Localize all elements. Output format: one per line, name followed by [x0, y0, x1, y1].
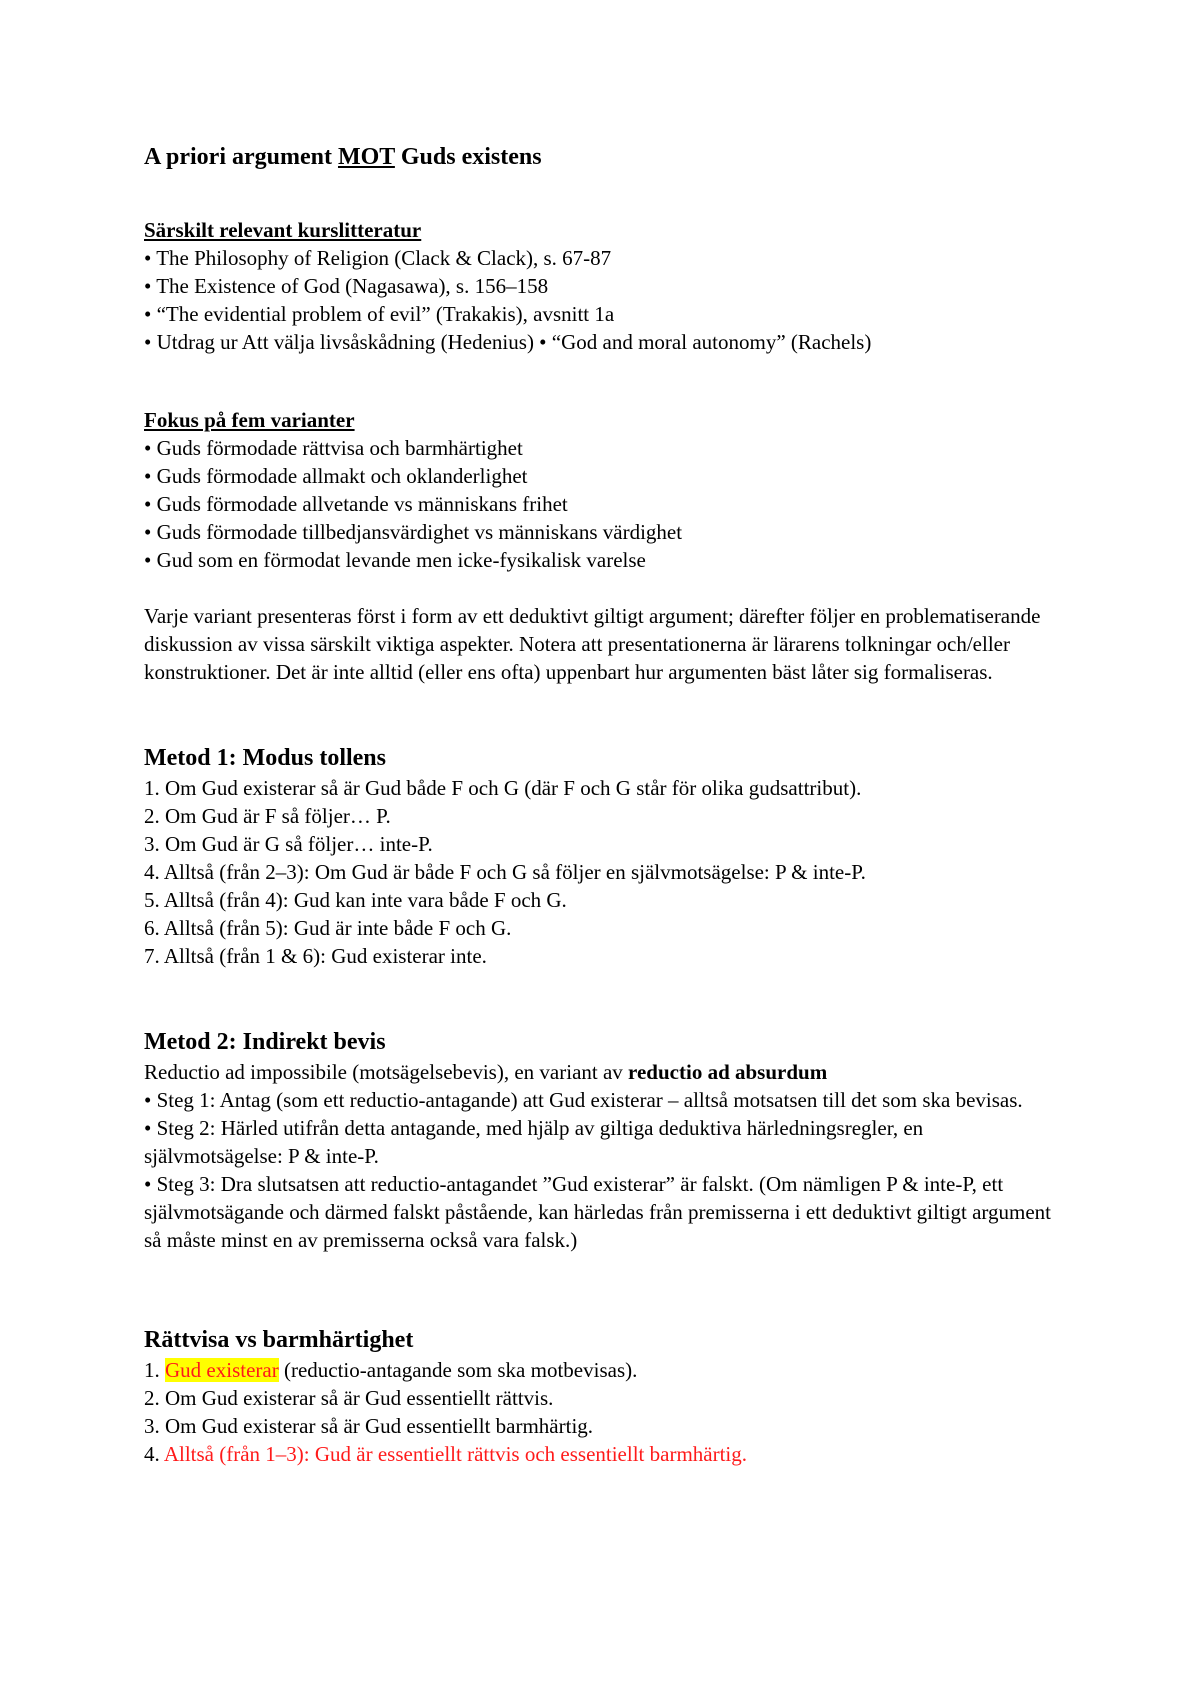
method2-heading: Metod 2: Indirekt bevis	[144, 1029, 386, 1055]
method2-intro: Reductio ad impossibile (motsägelsebevis), en variant av reductio ad absurdum	[144, 1060, 828, 1084]
method1-step: 4. Alltså (från 2–3): Om Gud är både F och G så följer en självmotsägelse: P & inte-P.	[144, 860, 866, 884]
literature-item: • Utdrag ur Att välja livsåskådning (Hedenius) • “God and moral autonomy” (Rachels)	[144, 330, 872, 354]
title-emphasis: MOT	[337, 144, 395, 170]
focus-item: • Gud som en förmodat levande men icke-fysikalisk varelse	[144, 548, 646, 572]
method1-step: 3. Om Gud är G så följer… inte-P.	[144, 832, 433, 856]
justice-step: 2. Om Gud existerar så är Gud essentiellt rättvis.	[144, 1386, 554, 1410]
focus-item: • Guds förmodade allmakt och oklanderlighet	[144, 464, 528, 488]
intro-paragraph: Varje variant presenteras först i form av ett deduktivt giltigt argument; därefter följer en problematiserande diskussion av vissa särskilt viktiga aspekter. Notera att presentationerna är lärarens tolkningar och/eller konstruktioner. Det är inte alltid (eller ens ofta) uppenbart hur argumenten bäst låter sig formaliseras.	[144, 604, 1041, 684]
literature-item: • “The evidential problem of evil” (Trakakis), avsnitt 1a	[144, 302, 615, 326]
document-title: A priori argument MOT Guds existens	[144, 144, 542, 170]
method2-step: • Steg 2: Härled utifrån detta antagande, med hjälp av giltiga deduktiva härledningsregler, en självmotsägelse: P & inte-P.	[144, 1116, 924, 1168]
method1-step: 1. Om Gud existerar så är Gud både F och G (där F och G står för olika gudsattribut).	[144, 776, 862, 800]
conclusion-text: Alltså (från 1–3): Gud är essentiellt rättvis och essentiellt barmhärtig.	[163, 1442, 748, 1466]
method2-step: • Steg 3: Dra slutsatsen att reductio-antagandet ”Gud existerar” är falskt. (Om nämligen P & inte-P, ett självmotsägande och därmed falskt påstående, kan härledas från premisserna i ett deduktivt giltigt argument så måste minst en av premisserna också vara falsk.)	[144, 1172, 1051, 1252]
method1-step: 5. Alltså (från 4): Gud kan inte vara både F och G.	[144, 888, 567, 912]
justice-step: 1. Gud existerar (reductio-antagande som ska motbevisas).	[144, 1358, 638, 1382]
method1-heading: Metod 1: Modus tollens	[144, 745, 386, 771]
literature-heading: Särskilt relevant kurslitteratur	[144, 218, 422, 242]
focus-item: • Guds förmodade allvetande vs människans frihet	[144, 492, 568, 516]
method1-step: 7. Alltså (från 1 & 6): Gud existerar inte.	[144, 944, 487, 968]
document-body	[144, 140, 1064, 1468]
focus-item: • Guds förmodade tillbedjansvärdighet vs människans värdighet	[144, 520, 683, 544]
literature-item: • The Philosophy of Religion (Clack & Clack), s. 67-87	[144, 246, 612, 270]
focus-heading: Fokus på fem varianter	[144, 408, 355, 432]
method1-step: 6. Alltså (från 5): Gud är inte både F och G.	[144, 916, 512, 940]
method1-step: 2. Om Gud är F så följer… P.	[144, 804, 391, 828]
justice-heading: Rättvisa vs barmhärtighet	[144, 1327, 414, 1353]
focus-item: • Guds förmodade rättvisa och barmhärtighet	[144, 436, 523, 460]
justice-step: 4. Alltså (från 1–3): Gud är essentiellt rättvis och essentiellt barmhärtig.	[144, 1442, 748, 1466]
method2-step: • Steg 1: Antag (som ett reductio-antagande) att Gud existerar – alltså motsatsen till det som ska bevisas.	[144, 1088, 1023, 1112]
literature-item: • The Existence of God (Nagasawa), s. 156–158	[144, 274, 549, 298]
reductio-term: reductio ad absurdum	[628, 1060, 828, 1084]
justice-step: 3. Om Gud existerar så är Gud essentiellt barmhärtig.	[144, 1414, 594, 1438]
highlighted-premise: Gud existerar	[165, 1358, 279, 1382]
